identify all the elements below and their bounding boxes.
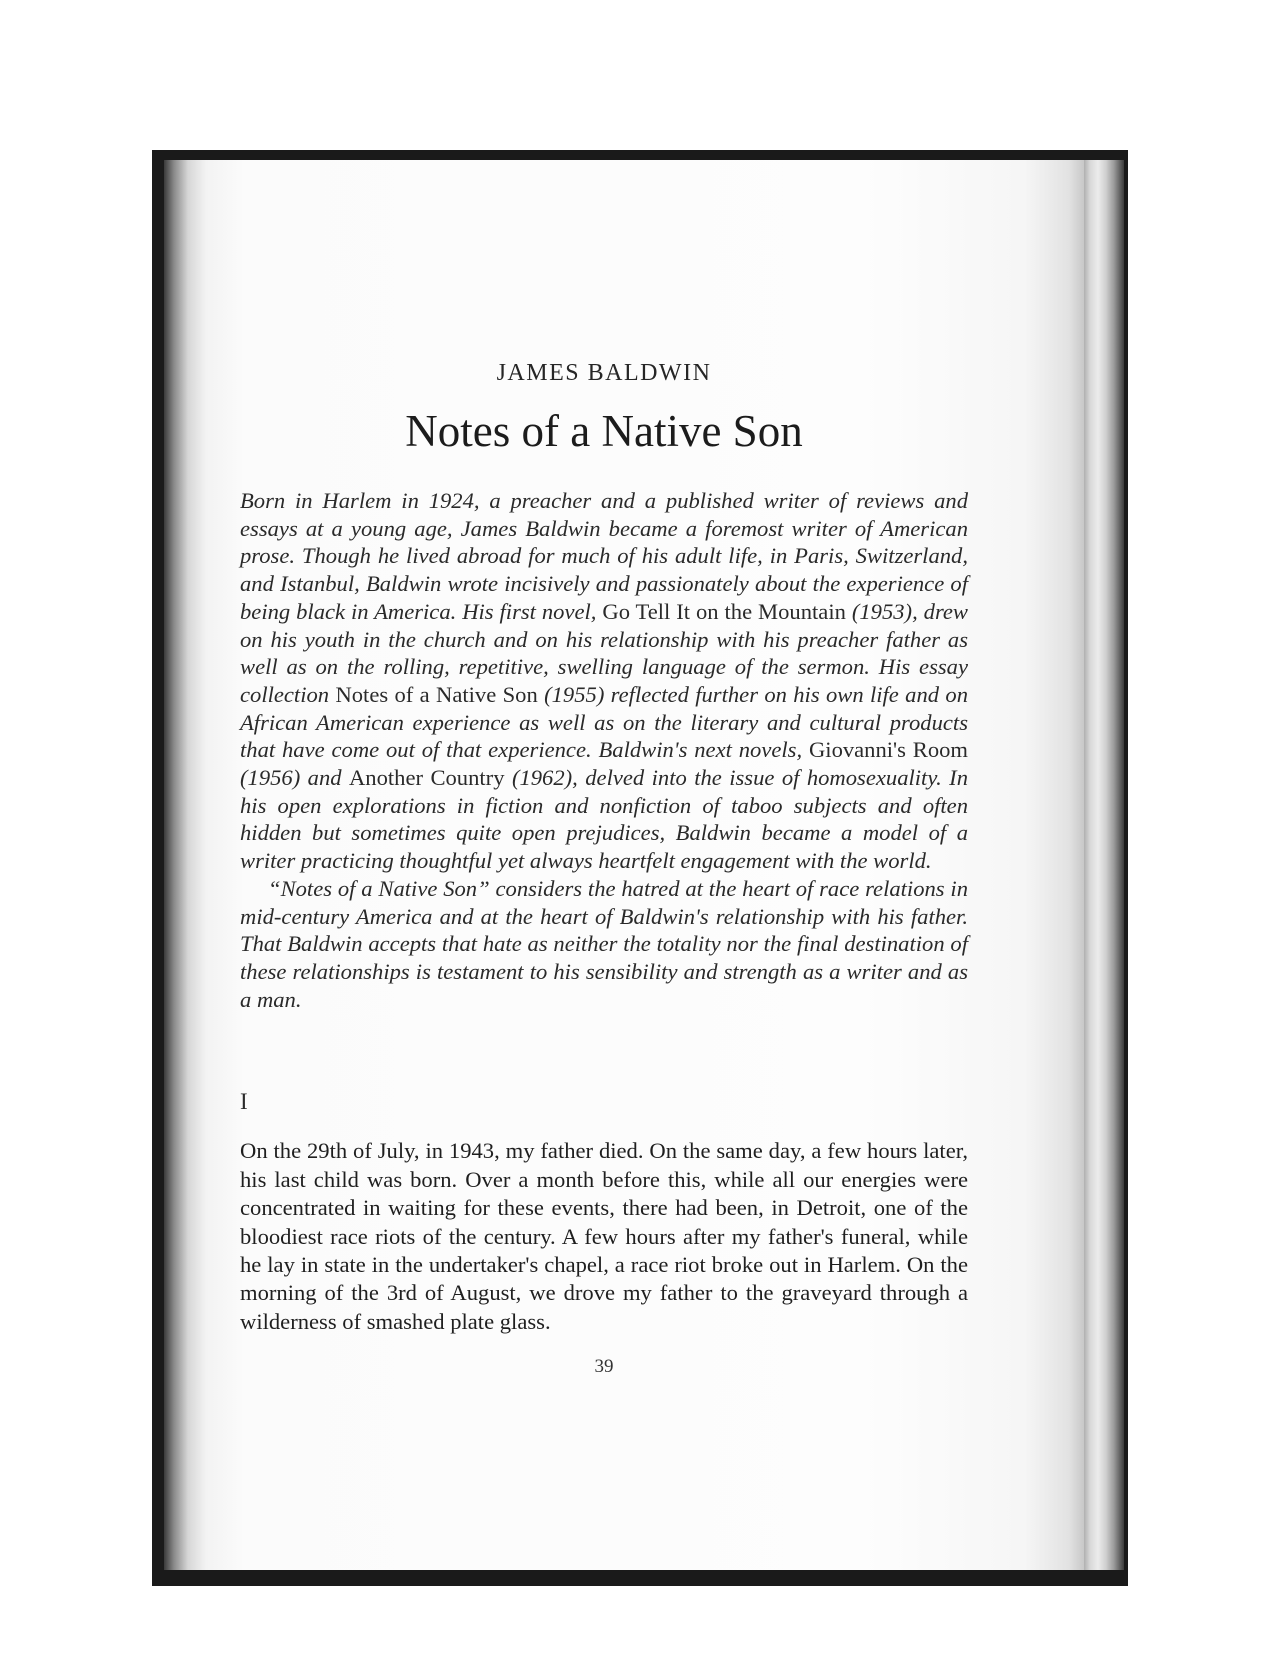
headnote-text: (1962), delved into the issue of homosexuality. In his open explorations in fiction and nonfiction of taboo subjects and often hidden but sometimes quite open prejudices, Baldwin became a model of a writer practicing thoughtful yet always heartfelt engagement with the world.	[240, 765, 968, 874]
section-number: I	[240, 1089, 248, 1115]
page-number: 39	[594, 1356, 614, 1378]
headnote-text: (1956) and	[240, 765, 349, 791]
body-paragraph: On the 29th of July, in 1943, my father died. On the same day, a few hours later, his last child was born. Over a month before this, while all our energies were concentrated in waiting for these events, there had been, in Detroit, one of the bloodiest race riots of the century. A few hours after my father's funeral, while he lay in state in the undertaker's chapel, a race riot broke out in Harlem. On the morning of the 3rd of August, we drove my father to the graveyard through a wilderness of smashed plate glass.	[240, 1138, 968, 1334]
book-page	[164, 160, 1084, 1578]
headnote-text: (1953), drew on his youth in the church and on his relationship with his preacher father as well as on the rolling, repetitive, swelling language of the sermon. His essay collection	[240, 598, 968, 707]
scan-border	[152, 1570, 1128, 1586]
author-name: JAMES BALDWIN	[496, 360, 712, 386]
book-title-roman: Notes of a Native Son	[335, 681, 538, 707]
book-title-roman: Go Tell It on the Mountain	[602, 598, 846, 624]
headnote-text: Born in Harlem in 1924, a preacher and a published writer of reviews and essays at a young age, James Baldwin became a foremost writer of American prose. Though he lived abroad for much of his adult life, in Paris, Switzerland, and Istanbul, Baldwin wrote incisively and passionately about the experience of being black in America. His first novel,	[240, 488, 968, 624]
page-content	[240, 360, 968, 1378]
headnote-paragraph-1	[240, 487, 968, 875]
page-edge	[1084, 160, 1124, 1580]
book-title-roman: Another Country	[348, 765, 505, 791]
book-scan	[152, 150, 1128, 1586]
essay-title: Notes of a Native Son	[405, 406, 803, 456]
headnote	[240, 487, 968, 1013]
headnote-paragraph-2: “Notes of a Native Son” considers the hatred at the heart of race relations in mid-century America and at the heart of Baldwin's relationship with his father. That Baldwin accepts that hate as neither the totality nor the final destination of these relationships is testament to his sensibility and strength as a writer and as a man.	[240, 875, 968, 1012]
book-title-roman: Giovanni's Room	[808, 737, 969, 763]
headnote-text: (1955) reflected further on his own life and on African American experience as well as on the literary and cultural products that have come out of that experience. Baldwin's next novels,	[240, 681, 969, 763]
